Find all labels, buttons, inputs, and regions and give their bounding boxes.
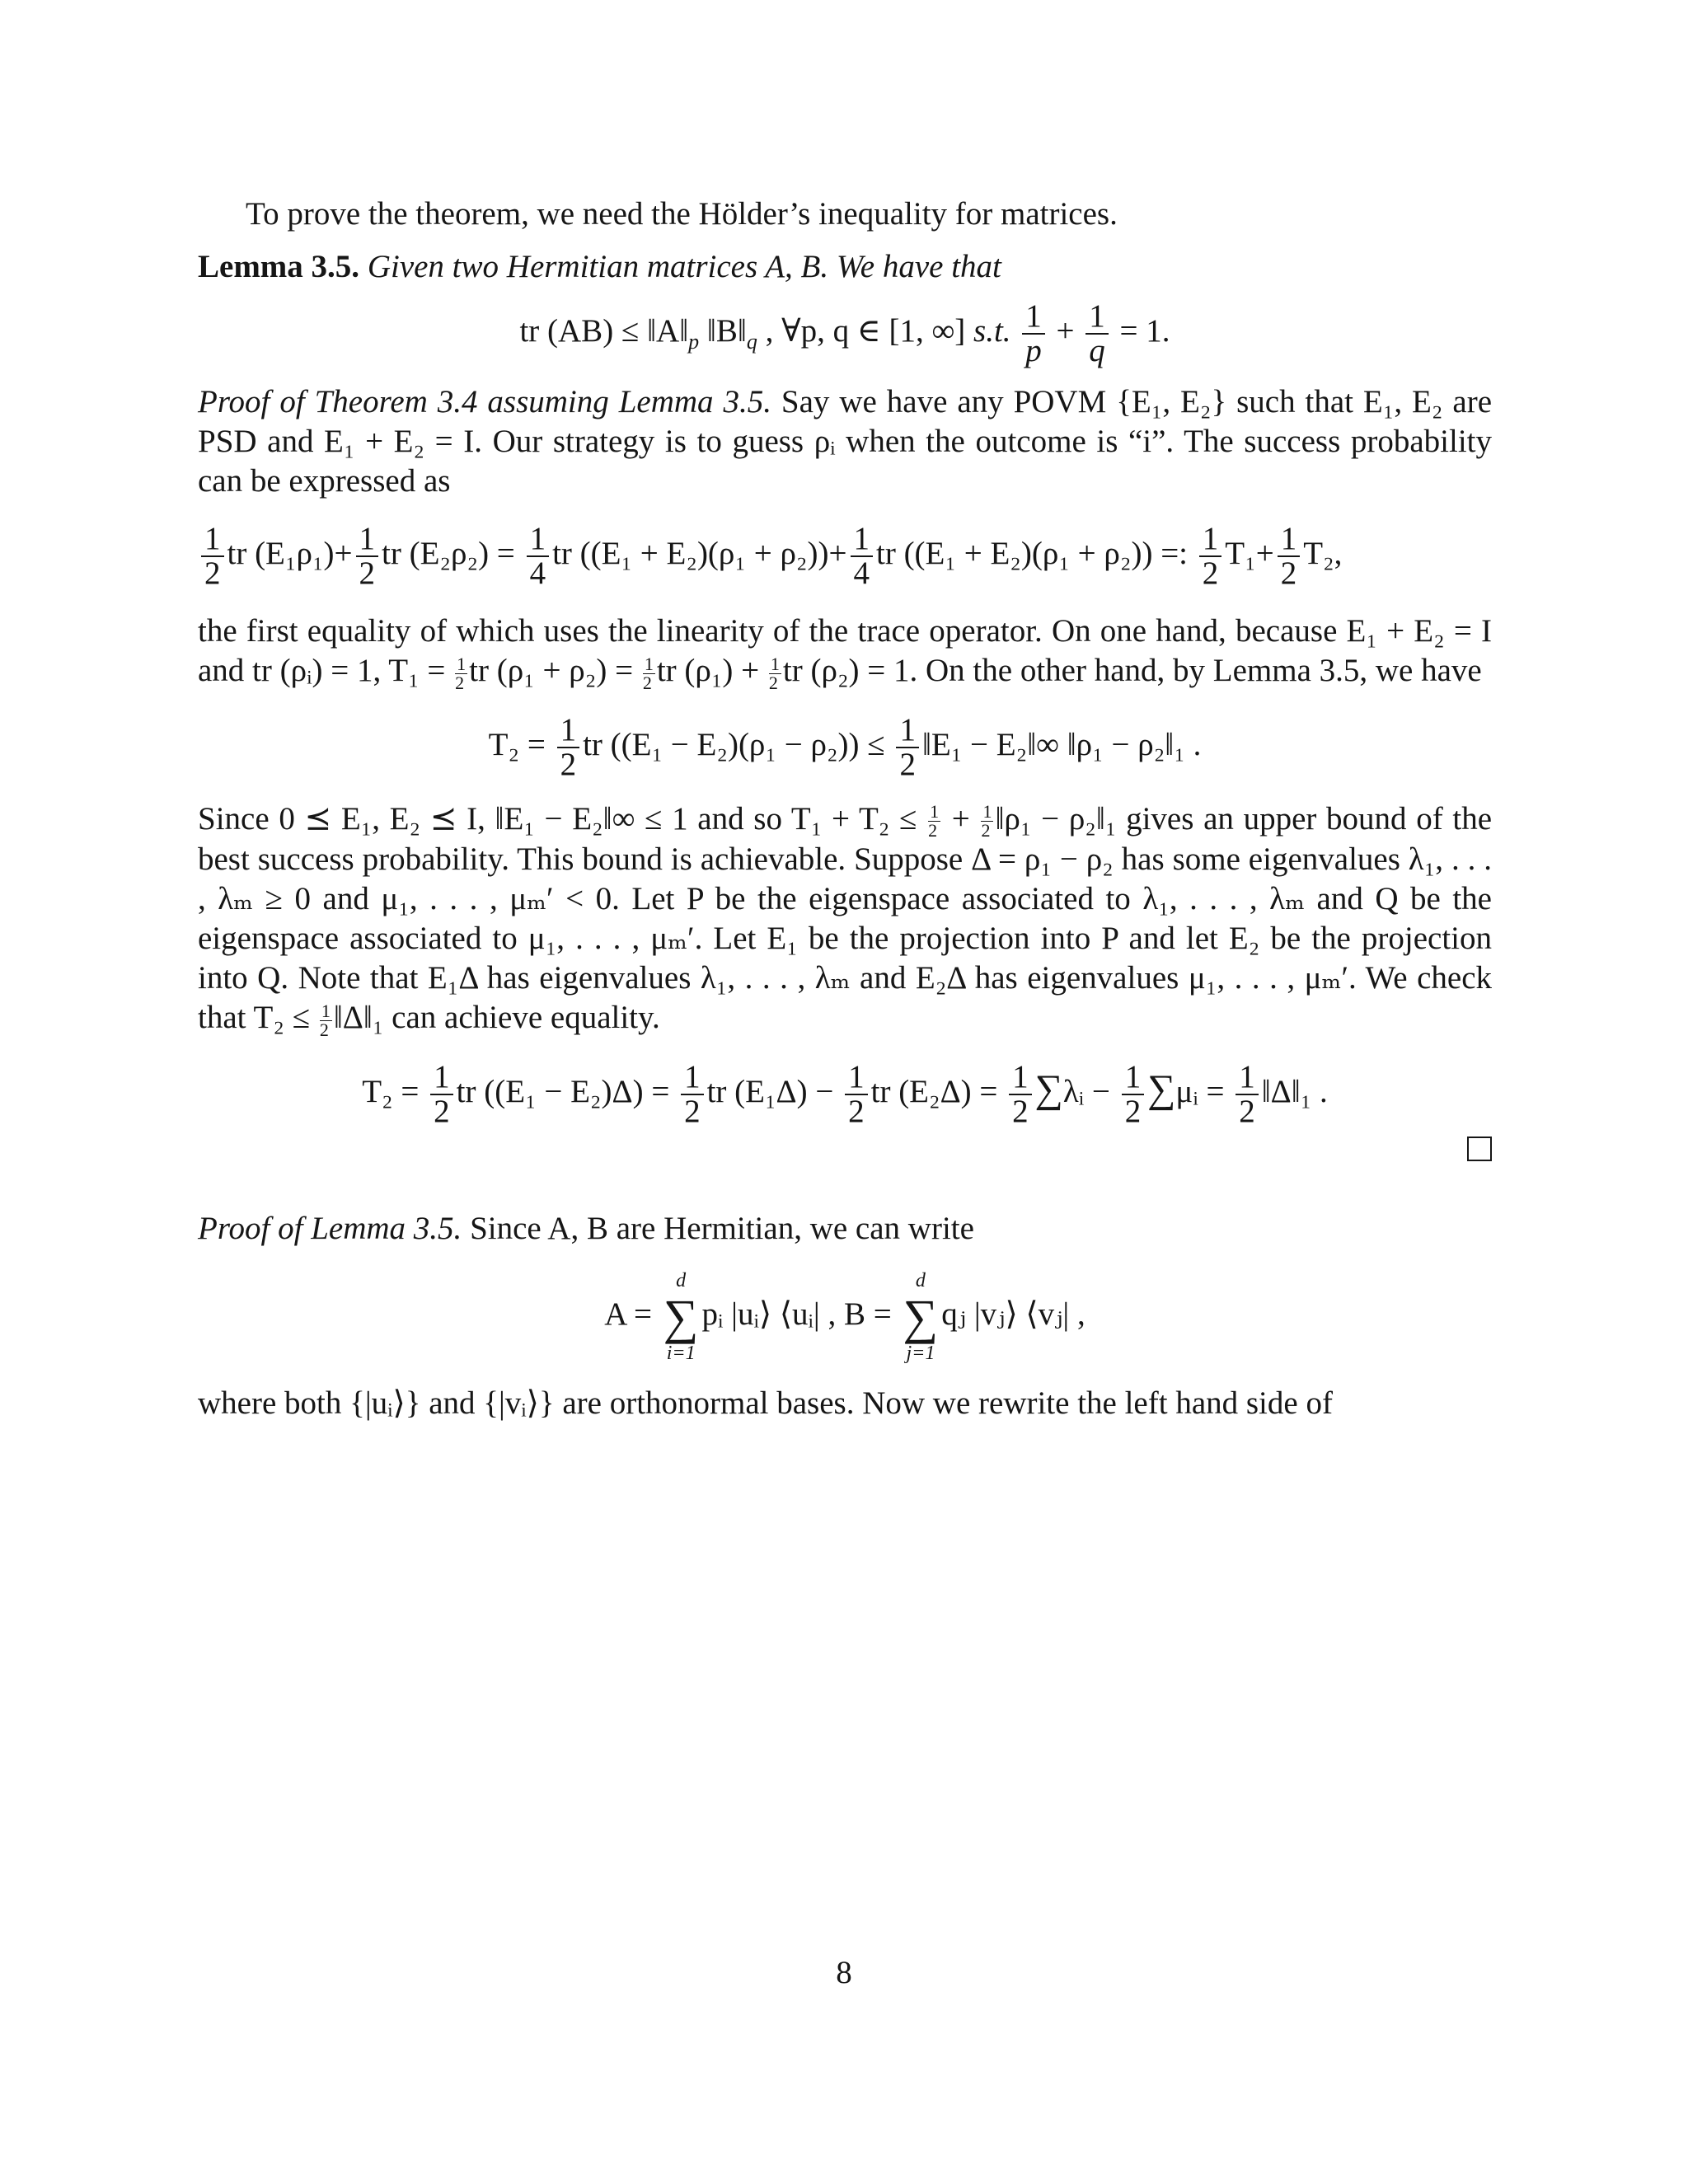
proof-lemma-paragraph: Proof of Lemma 3.5. Since A, B are Hermitian, we can write [198, 1210, 974, 1246]
bases-paragraph: where both {|uᵢ⟩} and {|vᵢ⟩} are orthonormal bases. Now we rewrite the left hand side of [198, 1385, 1333, 1421]
proof-theorem-paragraph: Proof of Theorem 3.4 assuming Lemma 3.5. Say we have any POVM {E₁, E₂} such that E₁, E₂ are PSD and E₁ + E₂ = I. Our strategy is to guess ρᵢ when the outcome is “i”. The success probability can be expressed as [198, 384, 1492, 499]
achievability-paragraph: Since 0 ⪯ E₁, E₂ ⪯ I, ‖E₁ − E₂‖∞ ≤ 1 and so T₁ + T₂ ≤ $\frac{1}{2}$ + $\frac{1}{2}$ ‖ρ₁ − ρ₂‖₁ gives an upper bound of the best success probability. This bound is achievable. Suppose Δ = ρ₁ − ρ₂ has some eigenvalues λ₁, . . . , λₘ ≥ 0 and μ₁, . . . , μₘ′ < 0. Let P be the eigenspace associated to λ₁, . . . , λₘ and Q be the eigenspace associated to μ₁, . . . , μₘ′. Let E₁ be the projection into P and let E₂ be the projection into Q. Note that E₁Δ has eigenvalues λ₁, . . . , λₘ and E₂Δ has eigenvalues μ₁, . . . , μₘ′. We check that T₂ ≤ $\frac{1}{2}$ ‖Δ‖₁ can achieve equality. [198, 800, 1493, 1040]
qed-square-icon [1467, 1137, 1492, 1161]
equation-spectral-decomposition: A = d ∑ i=1 pᵢ |uᵢ⟩ ⟨uᵢ| , B = d ∑ j=1 qⱼ |vⱼ⟩ ⟨vⱼ| , [604, 1269, 1085, 1364]
lemma-block [198, 247, 1492, 287]
page-number: 8 [836, 1955, 852, 1990]
summation: d ∑ j=1 [903, 1269, 939, 1364]
lemma-label: Lemma 3.5. [198, 249, 360, 284]
summation: d ∑ i=1 [663, 1269, 699, 1364]
proof-label: Proof of Lemma 3.5. [198, 1210, 462, 1246]
linearity-paragraph: the first equality of which uses the linearity of the trace operator. On one hand, because E₁ + E₂ = I and tr (ρᵢ) = 1, T₁ = $\frac{1}{2}$ tr (ρ₁ + ρ₂) = $\frac{1}{2}$ tr (ρ₁) + $\frac{1}{2}$ tr (ρ₂) = 1. On the other hand, by Lemma 3.5, we have [198, 613, 1492, 693]
equation-success-probability: $\frac{1}{2}$ tr (E₁ρ₁)+ $\frac{1}{2}$ tr (E₂ρ₂) = $\frac{1}{4}$ tr ((E₁ + E₂)(ρ₁ + ρ₂))+ $\frac{1}{4}$ tr ((E₁ + E₂)(ρ₁ + ρ₂)) =: $\frac{1}{2}$ T₁+ $\frac{1}{2}$ T₂, [198, 523, 1492, 590]
fraction: $\frac{1}{q}$ [1085, 300, 1109, 368]
page-body [198, 194, 1492, 1423]
lemma-statement: Given two Hermitian matrices A, B. We have that [367, 249, 1001, 284]
equation-holder: tr $(AB) \le ‖A‖_p$ $‖B‖_q$ , ∀p, q ∈ [1, ∞] s.t. $\frac{1}{p}$ + $\frac{1}{q}$ = 1. [519, 298, 1170, 368]
equation-equality: T₂ = $\frac{1}{2}$ tr ((E₁ − E₂)Δ) = $\frac{1}{2}$ tr (E₁Δ) − $\frac{1}{2}$ tr (E₂Δ) = $\frac{1}{2}$ ∑λᵢ − $\frac{1}{2}$ ∑μᵢ = $\frac{1}{2}$ ‖Δ‖₁ . [362, 1058, 1328, 1129]
equation-t2-bound: T₂ = $\frac{1}{2}$ tr ((E₁ − E₂)(ρ₁ − ρ₂)) ≤ $\frac{1}{2}$ ‖E₁ − E₂‖∞ ‖ρ₁ − ρ₂‖₁ . [488, 711, 1202, 782]
fraction: $\frac{1}{p}$ [1022, 300, 1045, 368]
intro-paragraph: To prove the theorem, we need the Hölder’s inequality for matrices. [246, 196, 1118, 232]
qed-row [198, 1137, 1492, 1169]
proof-label: Proof of Theorem 3.4 assuming Lemma 3.5. [198, 384, 771, 419]
